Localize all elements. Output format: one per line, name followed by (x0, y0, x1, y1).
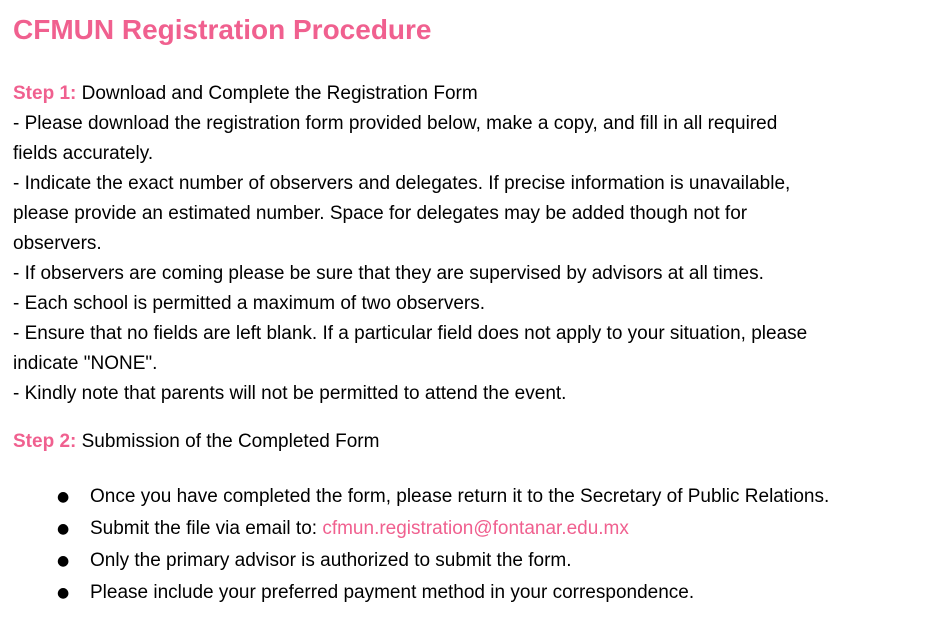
page-title: CFMUN Registration Procedure (13, 14, 432, 45)
body-line: - If observers are coming please be sure that they are supervised by advisors at all times. (13, 263, 764, 284)
list-item (13, 545, 938, 577)
list-item (13, 513, 938, 545)
list-item-text: Please include your preferred payment method in your correspondence. (90, 582, 695, 603)
body-line: - Ensure that no fields are left blank. If a particular field does not apply to your situation, please (13, 323, 808, 344)
bullet-icon: ● (57, 489, 70, 505)
email-link[interactable]: cfmun.registration@fontanar.edu.mx (322, 518, 629, 539)
body-line: - Each school is permitted a maximum of two observers. (13, 293, 486, 314)
body-line: observers. (13, 233, 102, 254)
list-item-text: Submit the file via email to: (90, 518, 323, 539)
bullet-icon: ● (57, 585, 70, 601)
step2-heading-text: Submission of the Completed Form (76, 431, 380, 452)
step1-label: Step 1: (13, 83, 77, 104)
list-item-text: Only the primary advisor is authorized to submit the form. (90, 550, 572, 571)
step2-label: Step 2: (13, 431, 77, 452)
body-line: fields accurately. (13, 143, 154, 164)
body-line: indicate "NONE". (13, 353, 158, 374)
step1-heading (13, 79, 938, 109)
body-line: - Indicate the exact number of observers and delegates. If precise information is unavailable, (13, 173, 791, 194)
body-line: please provide an estimated number. Space for delegates may be added though not for (13, 203, 748, 224)
step1-body (13, 109, 938, 409)
bullet-icon: ● (57, 553, 70, 569)
body-line: - Kindly note that parents will not be permitted to attend the event. (13, 383, 567, 404)
step1-heading-text: Download and Complete the Registration Form (76, 83, 478, 104)
body-line: - Please download the registration form provided below, make a copy, and fill in all required (13, 113, 778, 134)
list-item (13, 577, 938, 609)
list-item-text: Once you have completed the form, please return it to the Secretary of Public Relations. (90, 486, 830, 507)
list-item (13, 481, 938, 513)
bullet-icon: ● (57, 521, 70, 537)
step2-heading (13, 427, 938, 457)
submission-bullet-list (13, 481, 938, 609)
